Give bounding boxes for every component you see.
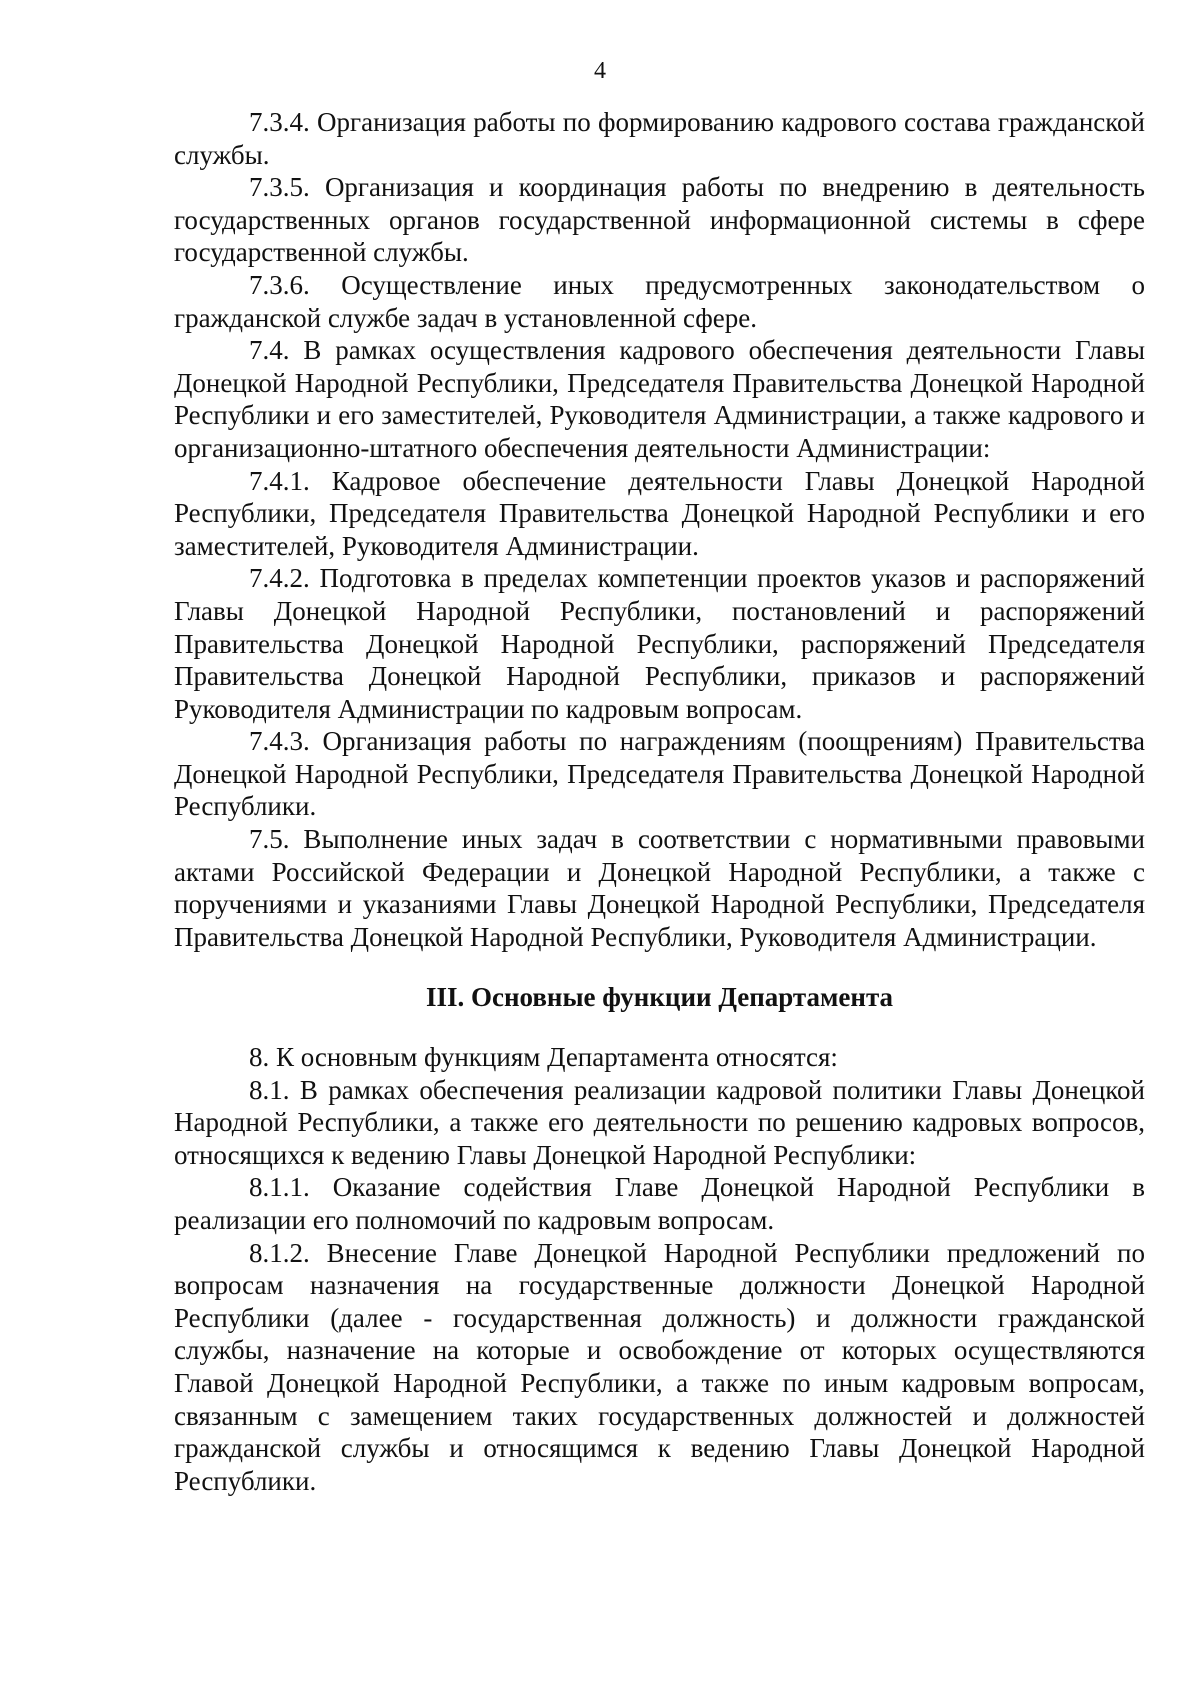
paragraph-7-4-3: 7.4.3. Организация работы по награждениям (поощрениям) Правительства Донецкой Народной Республики, Председателя Правительства Донецкой Народной Республики. <box>174 726 1145 822</box>
paragraph-8-1-2: 8.1.2. Внесение Главе Донецкой Народной Республики предложений по вопросам назначения на государственные должности Донецкой Народной Республики (далее - государственная должность) и должности гражданской службы, назначение на которые и освобождение от которых осуществляются Главой Донецкой Народной Республики, а также по иным кадровым вопросам, связанным с замещением таких государственных должностей и должностей гражданской службы и относящимся к ведению Главы Донецкой Народной Республики. <box>174 1237 1145 1496</box>
paragraph-8-1: 8.1. В рамках обеспечения реализации кадровой политики Главы Донецкой Народной Республики, а также его деятельности по решению кадровых вопросов, относящихся к ведению Главы Донецкой Народной Республики: <box>174 1074 1145 1170</box>
paragraph-7-3-6: 7.3.6. Осуществление иных предусмотренных законодательством о гражданской службе задач в установленной сфере. <box>174 269 1145 333</box>
section-heading: III. Основные функции Департамента <box>425 982 894 1013</box>
page-number: 4 <box>594 58 606 84</box>
paragraph-7-4: 7.4. В рамках осуществления кадрового обеспечения деятельности Главы Донецкой Народной Республики, Председателя Правительства Донецкой Народной Республики и его заместителей, Руководителя Администрации, а также кадрового и организационно-штатного обеспечения деятельности Администрации: <box>174 335 1145 463</box>
paragraph-7-3-5: 7.3.5. Организация и координация работы по внедрению в деятельность государственных органов государственной информационной системы в сфере государственной службы. <box>174 172 1145 268</box>
paragraph-7-5: 7.5. Выполнение иных задач в соответствии с нормативными правовыми актами Российской Федерации и Донецкой Народной Республики, а также с поручениями и указаниями Главы Донецкой Народной Республики, Председателя Правительства Донецкой Народной Республики, Руководителя Администрации. <box>174 824 1145 952</box>
paragraph-7-4-1: 7.4.1. Кадровое обеспечение деятельности Главы Донецкой Народной Республики, Председателя Правительства Донецкой Народной Республики и его заместителей, Руководителя Администрации. <box>174 465 1145 561</box>
paragraph-8-1-1: 8.1.1. Оказание содействия Главе Донецкой Народной Республики в реализации его полномочий по кадровым вопросам. <box>174 1172 1145 1235</box>
paragraph-8: 8. К основным функциям Департамента относятся: <box>249 1042 838 1073</box>
paragraph-7-4-2: 7.4.2. Подготовка в пределах компетенции проектов указов и распоряжений Главы Донецкой Народной Республики, постановлений и распоряжений Правительства Донецкой Народной Республики, распоряжений Председателя Правительства Донецкой Народной Республики, приказов и распоряжений Руководителя Администрации по кадровым вопросам. <box>174 563 1145 724</box>
document-body <box>174 106 1145 1497</box>
paragraph-7-3-4: 7.3.4. Организация работы по формированию кадрового состава гражданской службы. <box>174 107 1145 170</box>
